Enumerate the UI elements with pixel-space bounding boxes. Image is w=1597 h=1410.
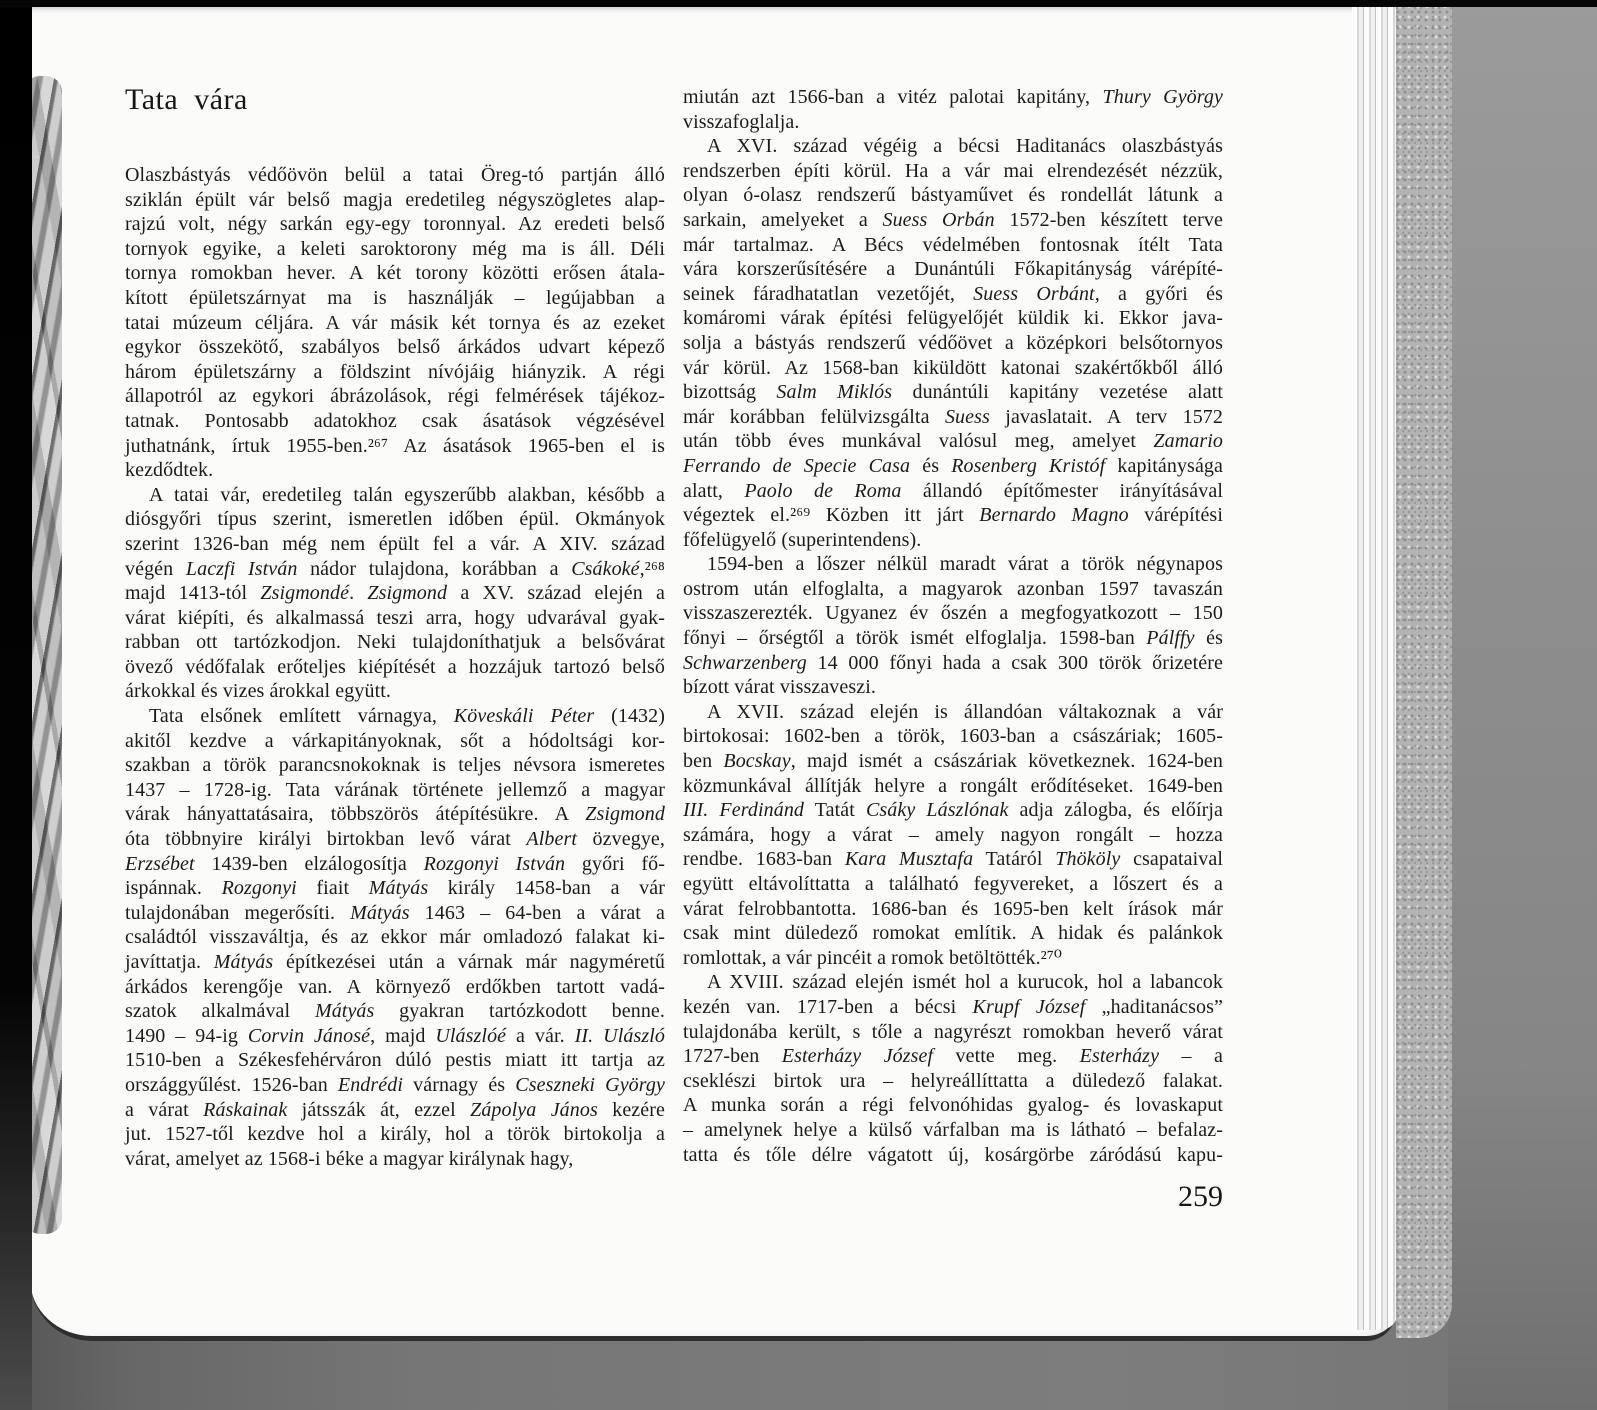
text-line: [125, 409, 665, 434]
body-text: vára korszerűsítésére a Dunántúli Főkapitányság várépíté-: [683, 258, 1223, 281]
text-line: [683, 503, 1223, 528]
body-text: A munka során a régi felvonóhidas gyalog- és lovaskaput: [683, 1094, 1223, 1117]
body-text: már korábban felülvizsgálta: [683, 405, 945, 428]
text-line: [125, 901, 665, 926]
body-text: birtokosai: 1602-ben a török, 1603-ban a császáriak; 1605-: [683, 725, 1223, 748]
text-line: [125, 950, 665, 975]
body-text: várnagy és: [403, 1073, 516, 1096]
italic-text: Csáky Lászlónak: [865, 799, 1009, 822]
body-text: tatnak. Pontosabb adatokhoz csak ásatások végzésével: [125, 409, 665, 432]
body-text: együtt eltávolíttatta a található fegyvereket, a lőszert és a: [683, 873, 1223, 895]
text-line: [683, 872, 1223, 897]
italic-text: Rosenberg Kristóf: [951, 454, 1106, 477]
body-text: jut. 1527-től kezdve hol a király, hol a török birtokolja a: [125, 1123, 665, 1146]
body-text: ben: [683, 750, 724, 773]
body-text: , majd ismét a császáriak következnek. 1624-ben: [790, 750, 1224, 773]
text-line: [125, 1098, 665, 1123]
body-text: kított épületszárnyat ma is használják – legújabban a: [125, 286, 665, 309]
italic-text: Bocskay: [723, 750, 791, 773]
text-line: [683, 970, 1223, 995]
body-text: rendbe. 1683-ban: [683, 848, 845, 871]
body-text: szakban a török parancsnokoknak is teljes névsora ismeretes: [125, 754, 665, 777]
body-text: tulajdonába került, s tőle a nagyrészt romokban heverő várat: [683, 1020, 1223, 1043]
body-text: rabban ott tartózkodjon. Neki tulajdoníthatjuk a belsővárat: [125, 631, 665, 654]
italic-text: Krupf József: [972, 995, 1086, 1018]
italic-text: Thököly: [1055, 848, 1121, 871]
scan-top-edge-line: [0, 0, 1597, 7]
body-text: várat kiépíti, és alkalmassá teszi arra, hogy udvarával gyak-: [125, 606, 665, 629]
body-text: szatok alkalmával: [125, 1000, 315, 1023]
body-text: számára, hogy a várat – amely nagyon rongált – hozza: [683, 823, 1223, 846]
text-line: [125, 802, 665, 827]
body-text: három épületszárny a földszint nívójáig hiányzik. A régi: [125, 360, 665, 383]
italic-text: Esterházy: [1079, 1045, 1160, 1068]
text-line: [125, 237, 665, 262]
text-line: [125, 1048, 665, 1073]
text-line: [125, 606, 665, 631]
text-line: [683, 675, 1223, 700]
body-text: 1463 – 64-ben a várat a: [409, 901, 665, 924]
text-line: [683, 429, 1223, 454]
text-line: [683, 282, 1223, 307]
body-text: és: [1194, 627, 1223, 650]
body-text: árkokkal és vizes árokkal együtt.: [125, 680, 391, 703]
body-text: csapataival: [1120, 848, 1224, 871]
text-line: [125, 188, 665, 213]
italic-text: Suess Orbánt: [973, 282, 1095, 305]
italic-text: Esterházy József: [781, 1045, 934, 1068]
body-text: A tatai vár, eredetileg talán egyszerűbb alakban, később a: [149, 483, 665, 506]
body-text: cseklészi birtok ura – helyreállíttatta a düledező falakat.: [683, 1069, 1223, 1092]
text-line: [683, 183, 1223, 208]
body-text: 1727-ben: [683, 1045, 782, 1068]
body-text: óta többnyire királyi birtokban levő várat: [125, 828, 527, 851]
text-line: [683, 995, 1223, 1020]
text-line: [125, 507, 665, 532]
text-line: [683, 798, 1223, 823]
text-line: [683, 1093, 1223, 1118]
text-line: [683, 306, 1223, 331]
body-text: ispánnak.: [125, 877, 222, 900]
text-line: [683, 1069, 1223, 1094]
italic-text: Zsigmondé: [260, 582, 350, 605]
fore-edge-speckled-band: [1396, 2, 1452, 1338]
text-line: [125, 876, 665, 901]
body-text: – amelynek helye a külső várfalban ma is látható – befalaz-: [683, 1118, 1223, 1141]
text-line: [125, 532, 665, 557]
body-text: sarkain, amelyeket a: [683, 208, 883, 231]
body-text: tornyok egyike, a keleti saroktorony még ma is áll. Déli: [125, 237, 665, 260]
body-text: dunántúli kapitány vezetése alatt: [892, 381, 1223, 404]
italic-text: Zápolya János: [470, 1098, 598, 1121]
italic-text: Zsigmond: [367, 582, 448, 605]
body-text: 1437 – 1728-ig. Tata várának története jellemző a magyar: [125, 778, 665, 801]
body-text: 1594-ben a lőszer nélkül maradt várat a török négynapos: [707, 553, 1223, 576]
body-text: a várat: [125, 1098, 204, 1121]
italic-text: Rozgonyi: [221, 877, 297, 900]
body-text: után több éves munkával valósul meg, amelyet: [683, 430, 1154, 453]
text-line: [683, 159, 1223, 184]
text-line: [683, 85, 1223, 110]
body-text: játsszák át, ezzel: [287, 1098, 471, 1121]
body-text: tornya romokban hever. A két torony közötti erősen átala-: [125, 262, 665, 285]
italic-text: Mátyás: [350, 901, 410, 924]
text-line: [683, 724, 1223, 749]
text-line: [683, 380, 1223, 405]
body-text: a vár.: [506, 1024, 575, 1047]
body-text: övező védőfalak erőteljes kiépítését a hozzájuk tartozó belső: [125, 655, 665, 678]
body-text: kezén van. 1717-ben a bécsi: [683, 995, 973, 1018]
scanner-background-right: [1448, 0, 1597, 1410]
body-text: várépítési: [1128, 504, 1223, 527]
text-line: [683, 552, 1223, 577]
body-text: vár körül. Az 1568-ban kiküldött katonai szakértőkből álló: [683, 356, 1223, 379]
binding-shadow-strip: [0, 0, 32, 1410]
body-text: tatta és tőle délre vágatott új, kosárgörbe záródású kapu-: [683, 1143, 1223, 1166]
body-text: A XVI. század végéig a bécsi Haditanács olaszbástyás: [707, 135, 1223, 158]
body-text: ostrom után elfoglalta, a magyarok azonban 1597 tavaszán: [683, 577, 1223, 600]
text-line: [125, 1147, 665, 1172]
italic-text: Ferrando de Specie Casa: [683, 454, 911, 477]
text-line: [683, 331, 1223, 356]
body-text: juthatnánk, írtuk 1955-ben.²⁶⁷ Az ásatások 1965-ben el is: [125, 434, 665, 457]
text-line: [125, 311, 665, 336]
body-text: végén: [125, 557, 186, 580]
body-text: .: [349, 582, 368, 605]
text-line: [125, 975, 665, 1000]
body-text: állandó építőmester irányításával: [901, 479, 1223, 502]
text-line: [683, 847, 1223, 872]
body-text: egykor összekötő, szabályos belső árkádos udvart képező: [125, 336, 665, 359]
italic-text: Mátyás: [213, 951, 274, 973]
italic-text: Mátyás: [314, 1000, 375, 1023]
italic-text: Suess: [944, 405, 990, 428]
italic-text: Bernardo Magno: [979, 504, 1129, 527]
body-text: Olaszbástyás védőövön belül a tatai Öreg-tó partján álló: [125, 164, 665, 186]
body-text: szerint 1326-ban még nem épült fel a vár. A XIV. század: [125, 532, 665, 555]
italic-text: Pálffy: [1146, 627, 1195, 650]
text-line: [683, 233, 1223, 258]
body-text: 14 000 főnyi hada a csak 300 török őrizetére: [806, 651, 1223, 674]
italic-text: Cseszneki György: [515, 1073, 665, 1096]
text-line: [683, 749, 1223, 774]
body-text: kapitánysága: [1105, 454, 1223, 477]
column-left: [125, 85, 665, 1171]
text-line: [683, 356, 1223, 381]
italic-text: Albert: [526, 828, 577, 851]
body-text: győri fő-: [565, 852, 665, 875]
italic-text: Mátyás: [368, 877, 429, 900]
italic-text: Erzsébet: [125, 852, 195, 875]
text-line: [125, 581, 665, 606]
body-text: özvegye,: [577, 828, 665, 851]
body-text: – a: [1159, 1045, 1223, 1068]
body-text: építkezései után a várnak már nagyméretű: [273, 951, 666, 973]
body-text: családtól visszaváltja, és az ekkor már omladozó falakat ki-: [125, 926, 665, 949]
body-text: javíttatja.: [125, 951, 214, 973]
text-line: [683, 1044, 1223, 1069]
body-text: árkádos kerengője van. A környező erdőkben tartott vadá-: [125, 975, 665, 998]
body-text: 1490 – 94-ig: [125, 1024, 248, 1047]
text-line: [683, 110, 1223, 135]
body-text: romlottak, a vár pincéit a romok betöltötték.²⁷⁰: [683, 946, 1063, 969]
column-left-text: [125, 163, 665, 1171]
italic-text: Ráskainak: [203, 1098, 288, 1121]
text-line: [125, 827, 665, 852]
body-text: rajzú volt, négy sarkán egy-egy toronnyal. Az eredeti belső: [125, 213, 665, 236]
italic-text: Zsigmond: [585, 803, 665, 826]
text-line: [683, 774, 1223, 799]
column-right: [683, 85, 1223, 1167]
body-text: javaslatait. A terv 1572: [989, 405, 1224, 428]
body-text: Tatát: [804, 799, 866, 822]
body-text: kezére: [597, 1098, 665, 1121]
italic-text: Rozgonyi István: [423, 852, 566, 875]
body-text: 1510-ben a Székesfehérváron dúló pestis miatt itt tartja az: [125, 1049, 665, 1072]
body-text: A XVIII. század elején ismét hol a kurucok, hol a labancok: [707, 971, 1223, 994]
text-line: [125, 1122, 665, 1147]
body-text: várat, amelyet az 1568-i béke a magyar királynak hagy,: [125, 1147, 574, 1170]
body-text: rendszerben építi körül. Ha a vár mai elrendezését nézzük,: [683, 159, 1223, 182]
text-line: [683, 208, 1223, 233]
body-text: tulajdonában megerősíti.: [125, 901, 351, 924]
body-text: a XV. század elején a: [447, 582, 665, 605]
body-text: főnyi – őrségtől a török ismét elfoglalja. 1598-ban: [683, 627, 1147, 650]
italic-text: Zamario: [1153, 430, 1223, 453]
body-text: főfelügyelő (superintendens).: [683, 528, 922, 551]
text-line: [125, 679, 665, 704]
text-line: [683, 454, 1223, 479]
body-text: fiait: [296, 877, 369, 900]
text-line: [125, 655, 665, 680]
text-line: [683, 626, 1223, 651]
body-text: visszaszerezték. Ugyanez év őszén a megfogyatkozott – 150: [683, 602, 1223, 625]
text-line: [683, 1118, 1223, 1143]
text-line: [125, 557, 665, 582]
italic-text: Schwarzenberg: [683, 651, 807, 674]
text-line: [125, 704, 665, 729]
text-line: [683, 921, 1223, 946]
text-line: [683, 601, 1223, 626]
body-text: majd 1413-tól: [125, 582, 261, 605]
page-number: 259: [1178, 1180, 1223, 1213]
italic-text: Köveskáli Péter: [453, 705, 595, 728]
body-text: közmunkával állítják helyre a rongált erődítéseket. 1649-ben: [683, 774, 1223, 797]
text-line: [683, 405, 1223, 430]
body-text: adja zálogba, és előírja: [1008, 799, 1223, 822]
text-line: [125, 212, 665, 237]
body-text: solja a bástyás rendszerű védőövet a középkori belsőtornyos: [683, 331, 1223, 354]
italic-text: Thury György: [1102, 86, 1223, 108]
body-text: , a győri és: [1094, 282, 1223, 305]
fore-edge-page-stripes: [1352, 6, 1398, 1330]
body-text: alatt,: [683, 479, 745, 502]
text-line: [125, 434, 665, 459]
text-line: [683, 257, 1223, 282]
text-line: [125, 335, 665, 360]
body-text: gyakran tartózkodott benne.: [374, 1000, 665, 1023]
text-line: [125, 630, 665, 655]
body-text: és: [910, 454, 952, 477]
text-line: [125, 852, 665, 877]
body-text: ,²⁶⁸: [639, 557, 665, 580]
text-line: [125, 360, 665, 385]
text-line: [125, 163, 665, 188]
body-text: , majd: [370, 1024, 436, 1047]
text-line: [125, 999, 665, 1024]
body-text: kezdődtek.: [125, 459, 214, 482]
body-text: állapotról az egykori ábrázolások, régi felmérések tájékoz-: [125, 385, 665, 408]
body-text: végeztek el.²⁶⁹ Közben itt járt: [683, 504, 980, 527]
body-text: bizottság: [683, 381, 777, 404]
text-line: [125, 286, 665, 311]
text-line: [683, 1143, 1223, 1168]
body-text: várat felrobbantotta. 1686-ban és 1695-ben kelt írások már: [683, 897, 1223, 920]
body-text: király 1458-ban a vár: [428, 877, 665, 900]
text-line: [683, 1020, 1223, 1045]
text-line: [125, 925, 665, 950]
body-text: nádor tulajdona, korábban a: [297, 557, 572, 580]
body-text: már tartalmaz. A Bécs védelmében fontosnak ítélt Tata: [683, 233, 1223, 256]
italic-text: Paolo de Roma: [744, 479, 902, 502]
italic-text: Salm Miklós: [776, 381, 893, 404]
text-line: [683, 823, 1223, 848]
body-text: komáromi várak építési felügyelőjét küldik ki. Ekkor java-: [683, 307, 1223, 330]
text-line: [683, 700, 1223, 725]
text-line: [683, 134, 1223, 159]
text-line: [125, 778, 665, 803]
text-line: [683, 528, 1223, 553]
body-text: (1432): [594, 705, 665, 728]
body-text: „haditanácsos”: [1085, 995, 1223, 1018]
body-text: Tata elsőnek említett várnagya,: [149, 705, 454, 728]
body-text: 1572-ben készített terve: [994, 208, 1223, 231]
body-text: visszafoglalja.: [683, 110, 800, 133]
text-line: [125, 729, 665, 754]
body-text: 1439-ben elzálogosítja: [194, 852, 424, 875]
italic-text: Endrédi: [337, 1073, 404, 1096]
italic-text: Laczfi István: [185, 557, 298, 580]
body-text: tatai múzeum céljára. A vár másik két tornya és az ezeket: [125, 311, 665, 334]
text-line: [125, 458, 665, 483]
text-line: [125, 384, 665, 409]
text-line: [683, 897, 1223, 922]
body-text: seinek fáradhatatlan vezetőjét,: [683, 282, 974, 305]
italic-text: Corvin Jánosé: [247, 1024, 371, 1047]
text-line: [125, 1073, 665, 1098]
body-text: sziklán épült vár belső magja eredetileg négyszögletes alap-: [125, 188, 665, 211]
italic-text: II. Ulászló: [574, 1024, 665, 1047]
body-text: diósgyőri típus szerint, ismeretlen időben épül. Okmányok: [125, 508, 665, 531]
body-text: akitől kezdve a várkapitányoknak, sőt a hódoltsági kor-: [125, 729, 665, 752]
text-line: [683, 651, 1223, 676]
text-line: [125, 261, 665, 286]
text-line: [683, 946, 1223, 971]
body-text: csak mint düledező romokat említik. A hidak és palánkok: [683, 922, 1223, 945]
italic-text: Suess Orbán: [882, 208, 995, 231]
italic-text: Ulászlóé: [435, 1024, 507, 1047]
italic-text: Csákoké: [571, 557, 640, 580]
body-text: vette meg.: [933, 1045, 1080, 1068]
body-text: bízott várat visszaveszi.: [683, 676, 876, 699]
text-line: [125, 483, 665, 508]
body-text: várak hányattatásaira, többszörös átépítésükre. A: [125, 803, 586, 826]
body-text: A XVII. század elején is állandóan váltakoznak a vár: [707, 700, 1223, 723]
italic-text: Kara Musztafa: [844, 848, 974, 871]
text-line: [683, 577, 1223, 602]
text-line: [125, 1024, 665, 1049]
text-line: [683, 479, 1223, 504]
page-heading: Tata vára: [125, 83, 248, 116]
body-text: Tatáról: [973, 848, 1056, 871]
italic-text: III. Ferdinánd: [683, 799, 805, 822]
body-text: olyan ó-olasz rendszerű bástyaművet és rondellát látunk a: [683, 184, 1223, 207]
body-text: országgyűlést. 1526-ban: [125, 1073, 338, 1096]
body-text: miután azt 1566-ban a vitéz palotai kapitány,: [683, 86, 1103, 108]
text-line: [125, 753, 665, 778]
